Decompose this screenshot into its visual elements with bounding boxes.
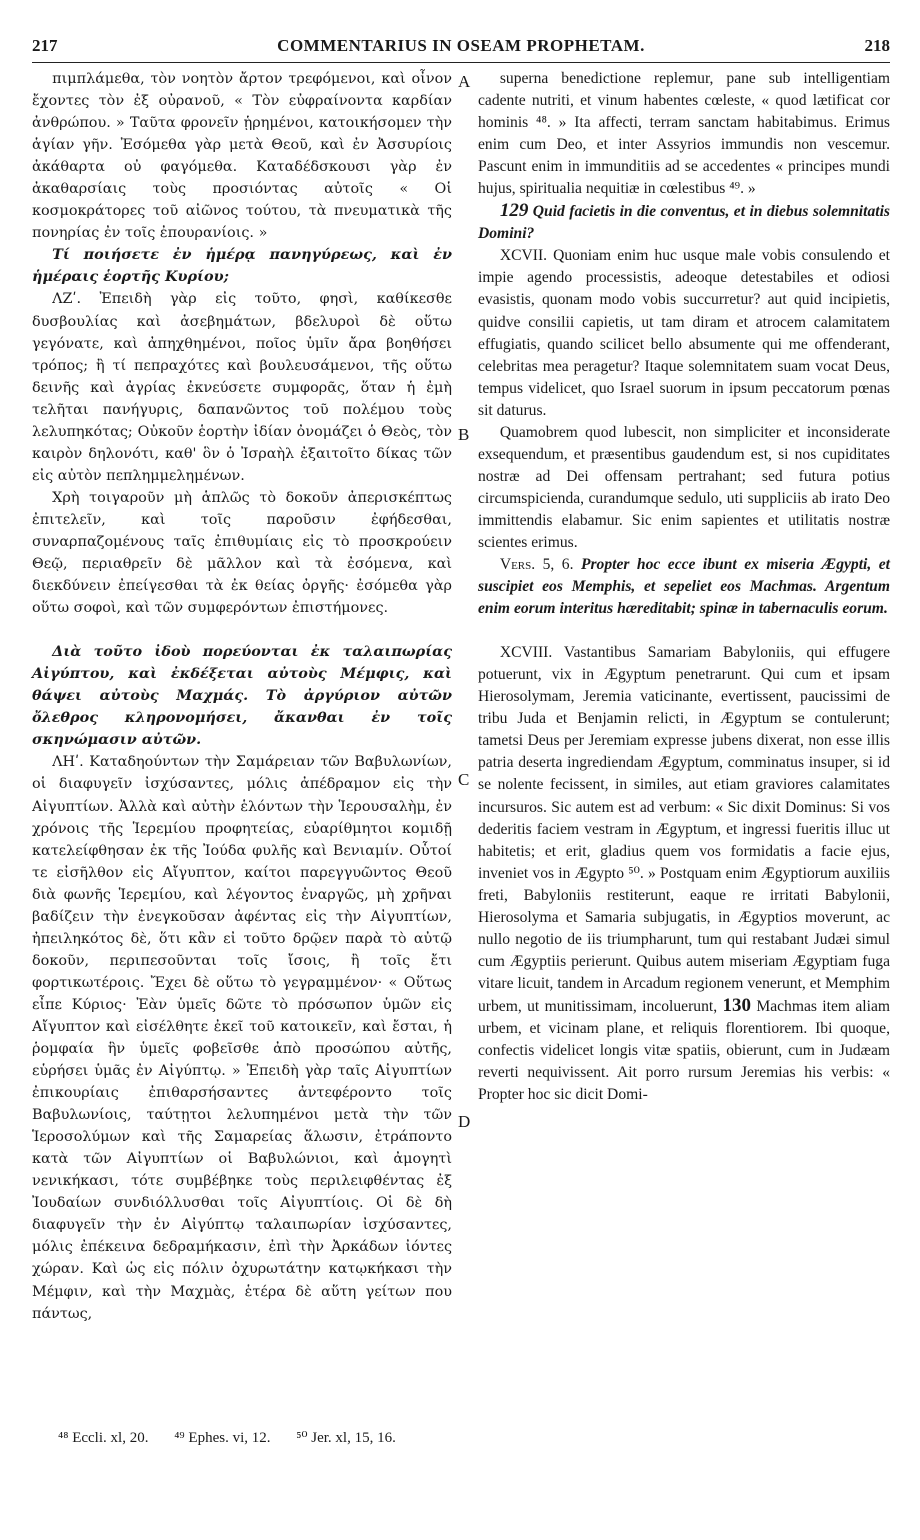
latin-column — [478, 68, 890, 1106]
footnote-50: ⁵⁰ Jer. xl, 15, 16. — [296, 1430, 396, 1446]
running-header — [32, 36, 890, 62]
right_column-spacer — [478, 620, 890, 642]
left_column-spacer — [32, 619, 452, 641]
paragraph-text: XCVIII. Vastantibus Samariam Babyloniis, qui effugere potuerunt, vix in Ægyptum penetrarunt. Qui cum et ipsam Hierosolymam, Jeremia vaticinante, evertissent, paucissimi de tribu Juda et Benjamin relicti, in Ægyptum se contulerunt; tametsi Deus per Jeremiam expresse jubens dixerat, non esse illis patria deserta ingrediendam Ægyptum, comminatus insuper, si id se nolente fecissent, in similes, aut etiam graviores calamitates incursuros. Sic autem est ad verbum: « Sic dixit Dominus: Si vos dederitis faciem vestram in Ægyptum, et ingressi fueritis illuc ut habitetis; et erit, gladius quem vos formidatis a facie ejus, inveniet vos in Ægypto ⁵⁰. » Postquam enim Ægyptiorum auxiliis freti, Babyloniis restiterunt, eaque re irritati Babylonii, Hierosolyma et Samaria subjugatis, in Ægyptios moverunt, ac nullo negotio de iis triumpharunt, tum qui restabant Judæi simul cum Ægyptiis perierunt. Quibus autem miseriam Ægyptiam fuga vitare licuit, tandem in Arcadum regionem venerunt, et Memphim urbem, ut munitissimam, incoluerunt, — [478, 644, 890, 1015]
left_column-paragraph-1 — [32, 244, 452, 288]
verse-reference: Vers. 5, 6. — [499, 556, 574, 574]
footnote-48: ⁴⁸ Eccli. xl, 20. — [58, 1430, 149, 1446]
right_column-paragraph-2 — [478, 245, 890, 421]
page-number-right: 218 — [864, 36, 890, 55]
paragraph-text: Χρὴ τοιγαροῦν μὴ ἁπλῶς τὸ δοκοῦν ἀπερισκέπτως ἐπιτελεῖν, καὶ τοῖς παροῦσιν ἐφήδεσθαι, συναρπαζομένους ταῖς ἐπιθυμίαις εἰς τὸ προσκρούειν Θεῷ, περιαθρεῖν δὲ μᾶλλον καὶ τὰ ἐσόμενα, καὶ διεκδύνειν ἐπείγεσθαι τὰ ἐκ θείας ὀργῆς· ἐσόμεθα γὰρ οὕτω σοφοὶ, καὶ τῶν συμφερόντων ἐπιστήμονες. — [32, 489, 452, 617]
paragraph-text: Quid facietis in die conventus, et in diebus solemnitatis Domini? — [478, 203, 891, 243]
page-number-left: 217 — [32, 36, 58, 55]
left_column-paragraph-0 — [32, 68, 452, 244]
paragraph-text: ΛΗʹ. Καταδηούντων τὴν Σαμάρειαν τῶν Βαβυλωνίων, οἱ διαφυγεῖν ἰσχύσαντες, μόλις ἀπέδραμον εἰς τὴν Αἰγυπτίων. Ἀλλὰ καὶ αὐτὴν ἑλόντων τὴν Ἱερουσαλὴμ, ἐν χρόνοις τῆς Ἱερεμίου προφητείας, εὐαρίθμητοι κομιδῇ κατελείφθησαν ἐκ τῆς Ἰούδα φυλῆς καὶ Βενιαμίν. Οὗτοί τε εἰσῆλθον εἰς Αἴγυπτον, καίτοι παρεγγυῶντος Θεοῦ διὰ φωνῆς Ἱερεμίου, καὶ λέγοντος ἐναργῶς, μὴ χρῆναι βαδίζειν τὴν ἐνεγκοῦσαν ἀφέντας εἰς τὴν Αἰγυπτίων, ἠπειληκότος δὲ, ὅτι κἂν εἰ τοῦτο δρῷεν παρὰ τὸ αὐτῷ δοκοῦν, περιπεσοῦνται τοῖς ἴσοις, ἢ τοῖς ἔτι φορτικωτέροις. Ἔχει δὲ οὕτω τὸ γεγραμμένον· « Οὕτως εἶπε Κύριος· Ἐὰν ὑμεῖς δῶτε τὸ πρόσωπον ὑμῶν εἰς Αἴγυπτον καὶ εἰσέλθητε ἐκεῖ τοῦ κατοικεῖν, καὶ ἔσται, ἡ ῥομφαία ἣν ὑμεῖς φοβεῖσθε ἀπὸ προσώπου αὐτῆς, εὑρήσει ὑμᾶς ἐν Αἰγύπτῳ. » Ἐπειδὴ γὰρ ταῖς Αἰγυπτίων ἐπικουρίαις ἐπιθαρσήσαντες ἀντεφέροντο τοῖς Βαβυλωνίοις, ταύτῃτοι λελυπημένοι μετὰ τὴν τῶν Ἱεροσολύμων καὶ τῆς Σαμαρείας ἅλωσιν, ἐτράποντο κατὰ τῶν Αἰγυπτίων οἱ Βαβυλώνιοι, καὶ ἀμογητὶ νενικήκασι, τότε συμβέβηκε τοὺς περιλειφθέντας ἐξ Ἰουδαίων συνδιόλλυσθαι τοῖς Αἰγυπτίοις. Οἱ δὲ δὴ διαφυγεῖν τὴν ἐν Αἰγύπτῳ ταλαιπωρίαν ἰσχύσαντες, μόλις ἐπέκεινα δεδραμήκασιν, ἐπὶ τὴν Ἀρκάδων ἰόντες χώραν. Καὶ ὡς εἰς πόλιν ὀχυρωτάτην κατῳκήκασι τὴν Μέμφιν, καὶ τὴν Μαχμὰς, ἑτέρα δὲ αὕτη γείτων που πάντως, — [32, 754, 452, 1322]
section-marker-c: C — [458, 770, 470, 789]
paragraph-text: ΛΖʹ. Ἐπειδὴ γὰρ εἰς τοῦτο, φησὶ, καθίκεσθε δυσβουλίας καὶ ἀσεβημάτων, βδελυροὶ δὲ οὕτω γεγόνατε, καὶ ἀπηχθημένοι, ποῖος ὑμῖν ἄρα βοηθήσει τρόπος; ἢ τί πεπραχότες καὶ βουλευσάμενοι, τῆς οὕτω δεινῆς καὶ ἀγρίας ἐκνεύσετε συμφορᾶς, ὅταν ἡ ἐμὴ τελῆται πανήγυρις, δαπανῶντος τοῦ πολέμου τοὺς λελυπηκότας; Οὐκοῦν ἑορτὴν ἰδίαν ὀνομάζει ὁ Θεὸς, τὸν καιρὸν δηλονότι, καθ' ὃν ὁ Ἰσραὴλ ἐξαιτοῖτο δίκας τῶν εἰς αὐτὸν πεπλημμελημένων. — [32, 291, 452, 484]
right_column-paragraph-4 — [478, 554, 890, 620]
left_column-paragraph-5 — [32, 641, 452, 751]
column-page-number: 129 — [499, 200, 529, 222]
paragraph-text: Quamobrem quod lubescit, non simpliciter et inconsiderate exsequendum, et præsentibus gaudendum est, si nos cupiditates nostræ ad Dei offensam pertrahant; sed futura potius circumspicienda, curandumque sedulo, uti suppliciis ab irato Deo immittendis elabamur. Sic enim sapientes et utilitatis nostræ scientes erimus. — [478, 423, 890, 551]
right_column-paragraph-1 — [478, 200, 890, 245]
paragraph-text: Διὰ τοῦτο ἰδοὺ πορεύονται ἐκ ταλαιπωρίας Αἰγύπτου, καὶ ἐκδέξεται αὐτοὺς Μέμφις, καὶ θάψει αὐτοὺς Μαχμάς. Τὸ ἀργύριον αὐτῶν ὄλεθρος κληρονομήσει, ἄκανθαι ἐν τοῖς σκηνώμασιν αὐτῶν. — [32, 643, 452, 749]
paragraph-text: XCVII. Quoniam enim huc usque male vobis consulendo et impie agendo processistis, adeoque detestabiles et odiosi evasistis, quonam modo vobis succurretur? aut quid incipietis, quidve consilii capietis, ut tam diram et atrocem calamitatem effugiatis, quando scilicet bello absumente qui me offenderant, celebritas mea peragetur? Itaque solemnitatem suam vocat Deus, tempus videlicet, quo Israel suorum in ipsum peccatorum pœnas sit daturus. — [478, 247, 890, 419]
footnotes — [58, 1428, 758, 1447]
section-marker-d: D — [458, 1112, 471, 1131]
greek-column — [32, 68, 452, 1325]
footnote-49: ⁴⁹ Ephes. vi, 12. — [174, 1430, 271, 1446]
right_column-paragraph-3 — [478, 422, 890, 554]
right_column-paragraph-0 — [478, 68, 890, 200]
column-page-number: 130 — [722, 994, 751, 1016]
left_column-paragraph-2 — [32, 288, 452, 486]
paragraph-text: πιμπλάμεθα, τὸν νοητὸν ἄρτον τρεφόμενοι, καὶ οἶνον ἔχοντες τὸν ἐξ οὐρανοῦ, « Τὸν εὐφραίνοντα καρδίαν ἀνθρώπου. » Ταῦτα φρονεῖν ᾑρημένοι, κατοικήσομεν τὴν ἁγίαν γῆν. Ἐσόμεθα γὰρ μετὰ Θεοῦ, καὶ ἐν Ἀσσυρίοις ἀκάθαρτα οὐ φαγόμεθα. Καταδέδσκουσι γὰρ ἐν ἀκαθαρσίαις τοὺς προσιόντας αὐτοῖς « Οἱ κοσμοκράτορες τοῦ αἰῶνος τούτου, τὰ πνευματικὰ τῆς πονηρίας ἐν τοῖς ἐπουρανίοις. » — [32, 71, 452, 242]
paragraph-text: superna benedictione replemur, pane sub intelligentiam cadente nutriti, et vinum habentes cœleste, « quod lætificat cor hominis ⁴⁸. » Ita affecti, terram sanctam habitabimus. Erimus enim cum Deo, et inter Assyrios immundis non vescemur. Pascunt enim in immunditiis ad se accedentes « principes mundi hujus, spiritualia nequitiæ in cœlestibus ⁴⁹. » — [478, 70, 890, 198]
right_column-paragraph-6 — [478, 642, 890, 1106]
paragraph-text: Τί ποιήσετε ἐν ἡμέρᾳ πανηγύρεως, καὶ ἐν ἡμέραις ἑορτῆς Κυρίου; — [32, 246, 452, 286]
left_column-paragraph-3 — [32, 487, 452, 619]
section-marker-b: B — [458, 425, 470, 444]
left_column-paragraph-6 — [32, 751, 452, 1324]
paragraph-text-continued: Machmas item aliam urbem, et vicinam plane, et reliquis florentiorem. Ibi quoque, confectis videlicet longis vitæ spatiis, obierunt, cum in Judæam reverti nequivissent. Ait porro rursum Jeremias his verbis: « Propter hoc sic dicit Domi- — [478, 997, 891, 1104]
running-title: COMMENTARIUS IN OSEAM PROPHETAM. — [277, 36, 645, 55]
section-marker-a: A — [458, 72, 471, 91]
header-rule — [32, 62, 890, 63]
paragraph-text: Propter hoc ecce ibunt ex miseria Ægypti, et suscipiet eos Memphis, et sepeliet eos Machmas. Argentum enim eorum interitus hæreditabit; spinæ in tabernaculis eorum. — [478, 556, 890, 618]
